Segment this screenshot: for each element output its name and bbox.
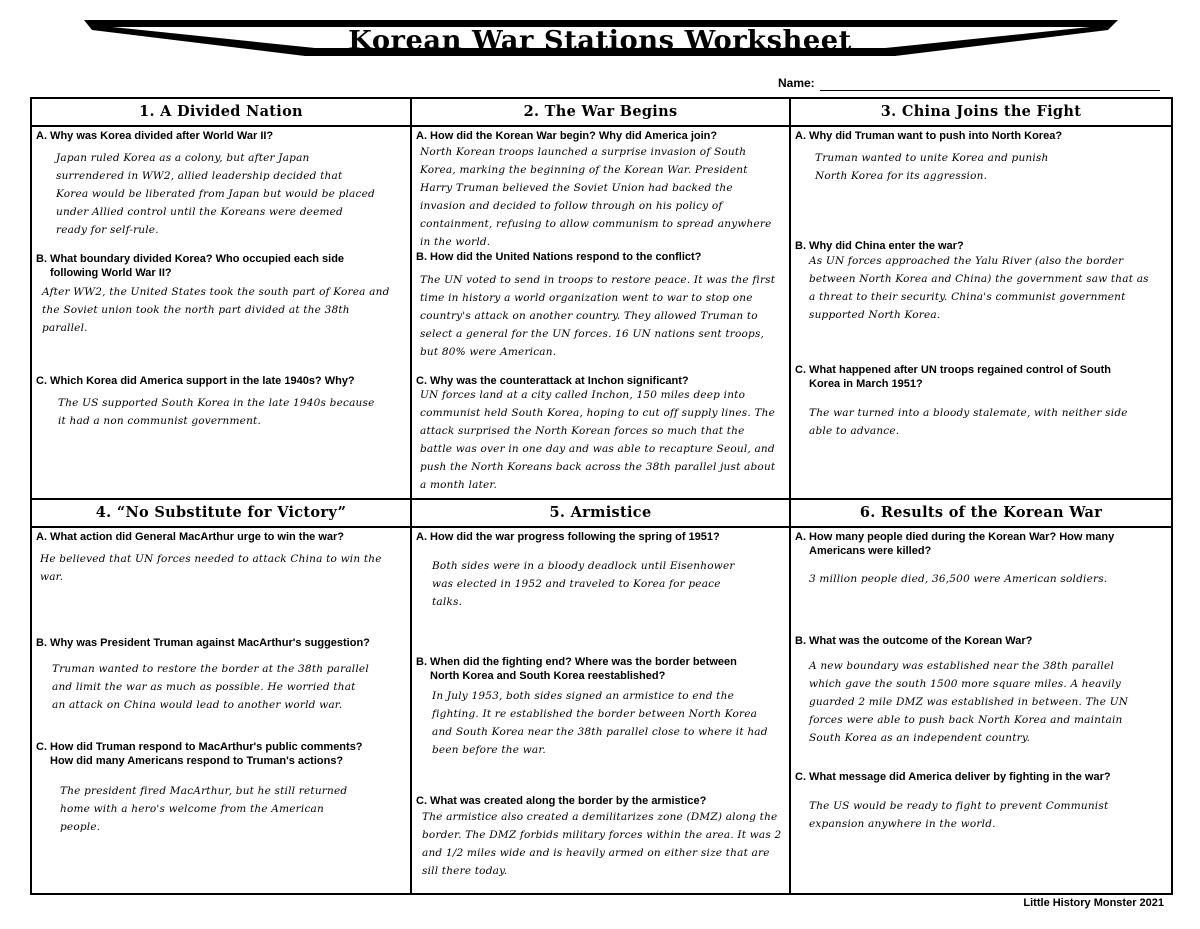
question-c: C. What was created along the border by the armistice?	[416, 795, 707, 807]
station-header: 6. Results of the Korean War	[791, 500, 1171, 528]
stations-grid	[30, 97, 1173, 895]
station-header: 4. “No Substitute for Victory”	[32, 500, 410, 528]
question-line: following World War II?	[50, 267, 172, 279]
question-b: B. Why was President Truman against MacArthur's suggestion?	[36, 637, 370, 649]
answer-a[interactable]: North Korean troops launched a surprise invasion of South Korea, marking the beginning of the Korean War. President Harry Truman believed the Soviet Union had backed the invasion and decided to follow through on his policy of containment, refusing to allow communism to spread anywhere in the world.	[420, 146, 772, 248]
answer-b[interactable]: In July 1953, both sides signed an armistice to end the fighting. It re established the border between North Korea and South Korea near the 38th parallel close to where it had been before the war.	[432, 690, 768, 756]
question-a: A. What action did General MacArthur urge to win the war?	[36, 531, 345, 543]
question-c: C. Which Korea did America support in the late 1940s? Why?	[36, 375, 355, 387]
station-header: 5. Armistice	[412, 500, 789, 528]
answer-b[interactable]: As UN forces approached the Yalu River (also the border between North Korea and China) the government saw that as a threat to their security. China's communist government supported North Korea.	[809, 255, 1149, 321]
question-a: A. Why did Truman want to push into North Korea?	[795, 130, 1063, 142]
station-4	[31, 499, 411, 894]
answer-b[interactable]: Truman wanted to restore the border at the 38th parallel and limit the war as much as possible. He worried that an attack on China would lead to another world war.	[52, 663, 369, 711]
station-3	[790, 98, 1172, 499]
station-6	[790, 499, 1172, 894]
question-a	[795, 530, 1167, 558]
answer-a[interactable]: Both sides were in a bloody deadlock until Eisenhower was elected in 1952 and traveled to Korea for peace talks.	[432, 560, 735, 608]
answer-b[interactable]: The UN voted to send in troops to restore peace. It was the first time in history a world organization went to war to stop one country's attack on another country. They allowed Truman to select a general for the UN forces. 16 UN nations sent troops, but 80% were American.	[420, 274, 776, 358]
question-b: B. Why did China enter the war?	[795, 240, 964, 252]
station-2	[411, 98, 790, 499]
answer-a[interactable]: Japan ruled Korea as a colony, but after Japan surrendered in WW2, allied leadership decided that Korea would be liberated from Japan but would be placed under Allied control until the Koreans were deemed ready for self-rule.	[56, 152, 375, 236]
question-line: North Korea and South Korea reestablished?	[430, 670, 666, 682]
question-line: A. How many people died during the Korean War? How many	[795, 531, 1115, 543]
answer-a[interactable]: He believed that UN forces needed to attack China to win the war.	[40, 553, 382, 583]
question-b	[416, 655, 785, 683]
answer-b[interactable]: A new boundary was established near the 38th parallel which gave the south 1500 more square miles. A heavily guarded 2 mile DMZ was established in between. The UN forces were able to push back North Korea and maintain South Korea as an independent country.	[809, 660, 1129, 744]
answer-a[interactable]: Truman wanted to unite Korea and punish North Korea for its aggression.	[815, 152, 1049, 182]
question-a: A. How did the Korean War begin? Why did America join?	[416, 130, 718, 142]
footer-credit: Little History Monster 2021	[1023, 897, 1164, 909]
answer-c[interactable]: The US supported South Korea in the late 1940s because it had a non communist government.	[58, 397, 375, 427]
question-b: B. How did the United Nations respond to the conflict?	[416, 251, 702, 263]
answer-c[interactable]: UN forces land at a city called Inchon, 150 miles deep into communist held South Korea, hoping to cut off supply lines. The attack surprised the North Korean forces so much that the battle was over in one day and was able to recapture Seoul, and push the North Koreans back across the 38th parallel just about a month later.	[420, 389, 776, 491]
question-c: C. What message did America deliver by fighting in the war?	[795, 771, 1111, 783]
question-a: A. How did the war progress following the spring of 1951?	[416, 531, 720, 543]
question-b: B. What was the outcome of the Korean War?	[795, 635, 1033, 647]
answer-b[interactable]: After WW2, the United States took the south part of Korea and the Soviet union took the north part divided at the 38th parallel.	[42, 286, 390, 334]
station-1	[31, 98, 411, 499]
answer-c[interactable]: The armistice also created a demilitarizes zone (DMZ) along the border. The DMZ forbids military forces within the area. It was 2 and 1/2 miles wide and is heavily armed on either size that are sill there today.	[422, 811, 782, 877]
station-5	[411, 499, 790, 894]
question-line: B. When did the fighting end? Where was the border between	[416, 656, 737, 668]
answer-c[interactable]: The US would be ready to fight to prevent Communist expansion anywhere in the world.	[809, 800, 1109, 830]
worksheet-title: Korean War Stations Worksheet	[348, 26, 852, 56]
station-header: 3. China Joins the Fight	[791, 99, 1171, 127]
answer-c[interactable]: The president fired MacArthur, but he still returned home with a hero's welcome from the American people.	[60, 785, 348, 833]
question-line: Korea in March 1951?	[809, 378, 923, 390]
question-line: C. How did Truman respond to MacArthur's public comments?	[36, 741, 363, 753]
question-line: C. What happened after UN troops regained control of South	[795, 364, 1111, 376]
question-b	[36, 252, 406, 280]
answer-a[interactable]: 3 million people died, 36,500 were American soldiers.	[809, 573, 1108, 585]
question-line: How did many Americans respond to Truman's actions?	[50, 755, 344, 767]
question-c: C. Why was the counterattack at Inchon significant?	[416, 375, 689, 387]
name-field[interactable]	[820, 90, 1160, 91]
question-a: A. Why was Korea divided after World War II?	[36, 130, 274, 142]
question-c	[36, 740, 406, 768]
station-header: 1. A Divided Nation	[32, 99, 410, 127]
station-header: 2. The War Begins	[412, 99, 789, 127]
answer-c[interactable]: The war turned into a bloody stalemate, with neither side able to advance.	[809, 407, 1128, 437]
name-label: Name:	[778, 76, 815, 90]
question-line: B. What boundary divided Korea? Who occupied each side	[36, 253, 345, 265]
question-c	[795, 363, 1167, 391]
question-line: Americans were killed?	[809, 545, 932, 557]
